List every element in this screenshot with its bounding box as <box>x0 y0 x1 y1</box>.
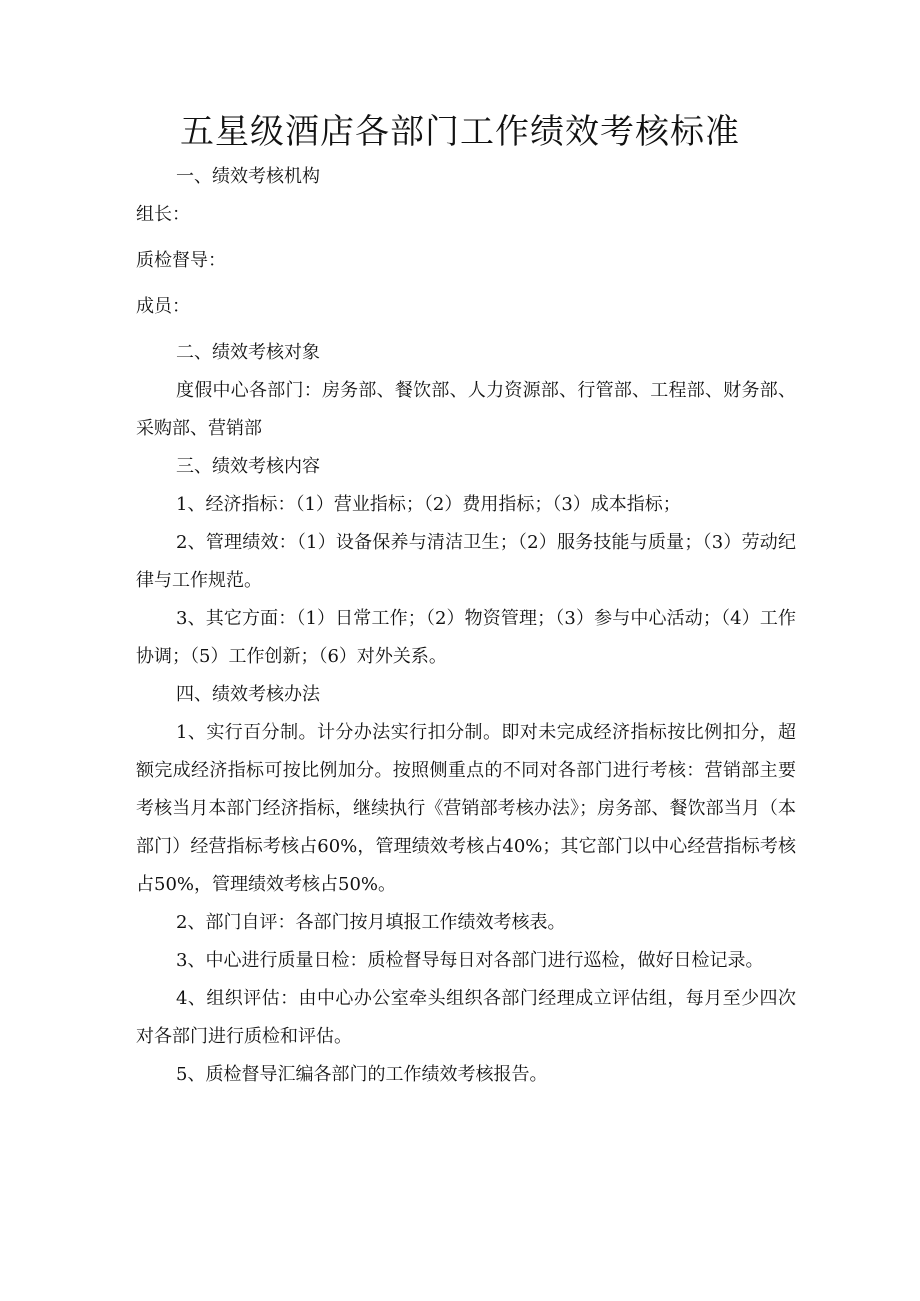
document-body <box>136 158 796 1094</box>
list-item: 1、经济指标：（1）营业指标；（2）费用指标；（3）成本指标； <box>176 494 681 515</box>
field-quality-supervisor: 质检督导： <box>136 250 226 271</box>
list-item: 1、实行百分制。计分办法实行扣分制。即对未完成经济指标按比例扣分，超额完成经济指标可按比例加分。按照侧重点的不同对各部门进行考核：营销部主要考核当月本部门经济指标，继续执行《营销部考核办法》；房务部、餐饮部当月（本部门）经营指标考核占60%，管理绩效考核占40%；其它部门以中心经营指标考核占50%，管理绩效考核占50%。 <box>136 722 796 895</box>
list-item: 4、组织评估：由中心办公室牵头组织各部门经理成立评估组，每月至少四次对各部门进行质检和评估。 <box>136 988 796 1047</box>
list-item: 3、其它方面：（1）日常工作；（2）物资管理；（3）参与中心活动；（4）工作协调；（5）工作创新；（6）对外关系。 <box>136 608 796 667</box>
paragraph: 度假中心各部门：房务部、餐饮部、人力资源部、行管部、工程部、财务部、采购部、营销部 <box>136 380 796 439</box>
field-team-leader: 组长： <box>136 204 190 225</box>
list-item: 3、中心进行质量日检：质检督导每日对各部门进行巡检，做好日检记录。 <box>176 950 764 971</box>
section-heading: 三、绩效考核内容 <box>176 456 320 477</box>
list-item: 2、部门自评：各部门按月填报工作绩效考核表。 <box>176 912 566 933</box>
section-heading: 二、绩效考核对象 <box>176 342 320 363</box>
list-item: 5、质检督导汇编各部门的工作绩效考核报告。 <box>176 1064 548 1085</box>
section-heading: 一、绩效考核机构 <box>176 166 320 187</box>
personnel-fields <box>136 196 796 326</box>
field-members: 成员： <box>136 296 190 317</box>
list-item: 2、管理绩效：（1）设备保养与清洁卫生；（2）服务技能与质量；（3）劳动纪律与工作规范。 <box>136 532 796 591</box>
section-heading: 四、绩效考核办法 <box>176 684 320 705</box>
document-title: 五星级酒店各部门工作绩效考核标准 <box>180 112 740 152</box>
